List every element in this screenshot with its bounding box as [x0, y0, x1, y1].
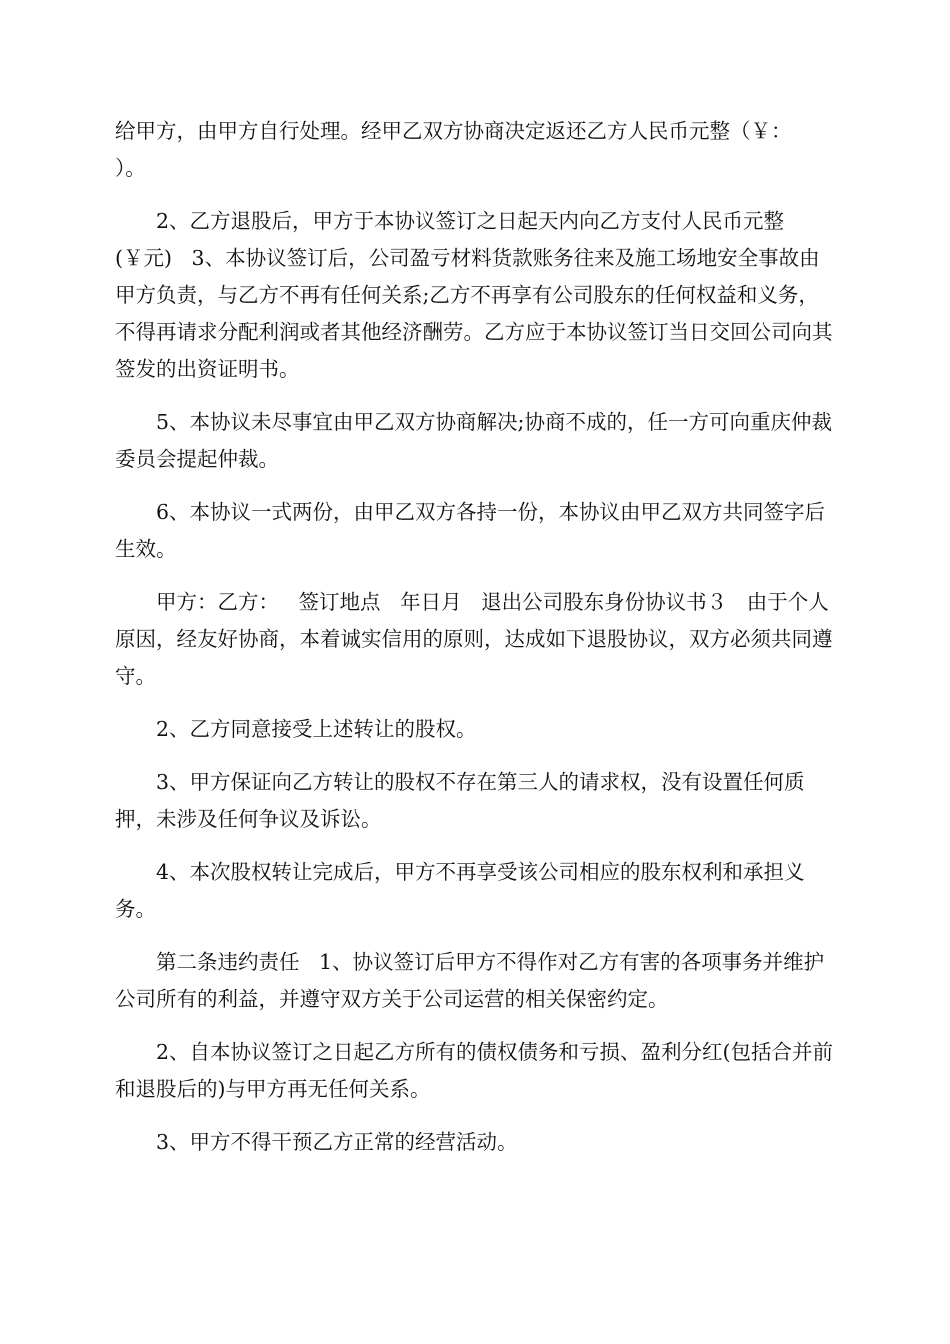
paragraph-5: 甲方：乙方： 签订地点 年日月 退出公司股东身份协议书３ 由于个人原因，经友好协商，本着诚实信用的原则，达成如下退股协议，双方必须共同遵守。: [115, 590, 833, 688]
paragraph-2: 2、乙方退股后，甲方于本协议签订之日起天内向乙方支付人民币元整(￥元) 3、本协议签订后，公司盈亏材料货款账务往来及施工场地安全事故由甲方负责，与乙方不再有任何关系;乙方不再享有公司股东的任何权益和义务，不得再请求分配利润或者其他经济酬劳。乙方应于本协议签订当日交回公司向其签发的出资证明书。: [115, 209, 833, 381]
paragraph-9: 第二条违约责任 1、协议签订后甲方不得作对乙方有害的各项事务并维护公司所有的利益，并遵守双方关于公司运营的相关保密约定。: [115, 950, 825, 1011]
paragraph-6: 2、乙方同意接受上述转让的股权。: [156, 717, 477, 741]
paragraph-10: 2、自本协议签订之日起乙方所有的债权债务和亏损、盈利分红(包括合并前和退股后的)与甲方再无任何关系。: [115, 1040, 834, 1101]
paragraph-11: 3、甲方不得干预乙方正常的经营活动。: [156, 1130, 518, 1154]
paragraph-1: 给甲方，由甲方自行处理。经甲乙双方协商决定返还乙方人民币元整（￥： ）。: [115, 119, 818, 180]
paragraph-8: 4、本次股权转让完成后，甲方不再享受该公司相应的股东权利和承担义务。: [115, 860, 805, 921]
paragraph-4: 6、本协议一式两份，由甲乙双方各持一份，本协议由甲乙双方共同签字后生效。: [115, 500, 826, 561]
paragraph-3: 5、本协议未尽事宜由甲乙双方协商解决;协商不成的，任一方可向重庆仲裁委员会提起仲裁。: [115, 410, 832, 471]
document-body: [115, 113, 835, 1177]
paragraph-7: 3、甲方保证向乙方转让的股权不存在第三人的请求权，没有设置任何质押，未涉及任何争议及诉讼。: [115, 770, 805, 831]
